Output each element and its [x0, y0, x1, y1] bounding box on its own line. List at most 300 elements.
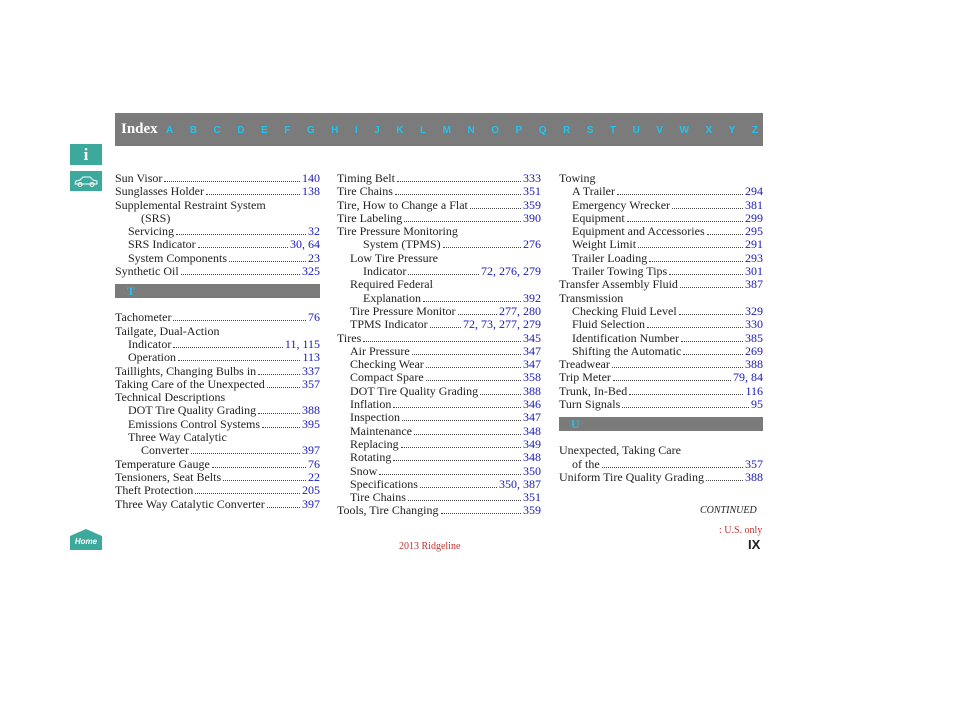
- dot-leader: [681, 341, 743, 342]
- index-entry[interactable]: [337, 398, 541, 411]
- index-entry[interactable]: [115, 311, 320, 324]
- letter-link-y[interactable]: Y: [728, 125, 736, 136]
- page-link[interactable]: 350: [523, 463, 541, 478]
- dot-leader: [198, 247, 288, 248]
- page-link[interactable]: 337: [302, 363, 320, 378]
- page-link[interactable]: 397: [302, 443, 320, 458]
- index-entry[interactable]: [337, 238, 541, 251]
- entry-label: Shifting the Automatic: [572, 343, 682, 358]
- index-entry[interactable]: [115, 365, 320, 378]
- index-entry[interactable]: [559, 385, 763, 398]
- letter-link-z[interactable]: Z: [751, 125, 758, 136]
- index-entry: [337, 225, 541, 238]
- entry-label: Required Federal: [350, 277, 433, 292]
- dot-leader: [267, 507, 300, 508]
- page-link[interactable]: 293: [745, 250, 763, 265]
- page-link[interactable]: 138: [302, 184, 320, 199]
- index-entry[interactable]: [337, 478, 541, 491]
- dot-leader: [430, 327, 461, 328]
- index-entry[interactable]: [337, 305, 541, 318]
- entry-label: Turn Signals: [559, 397, 621, 412]
- dot-leader: [672, 208, 743, 209]
- entry-label: Transfer Assembly Fluid: [559, 277, 678, 292]
- entry-label: Transmission: [559, 290, 624, 305]
- page-link[interactable]: 116: [745, 383, 763, 398]
- dot-leader: [173, 320, 306, 321]
- letter-link-v[interactable]: V: [656, 125, 663, 136]
- entry-label: Identification Number: [572, 330, 679, 345]
- letter-link-k[interactable]: K: [396, 125, 404, 136]
- index-entry: [115, 325, 320, 338]
- letter-link-l[interactable]: L: [419, 125, 427, 136]
- col1-top-list: [115, 172, 320, 278]
- section-header-u: U: [559, 417, 763, 431]
- entry-label: Taillights, Changing Bulbs in: [115, 363, 257, 378]
- page-link[interactable]: 72, 73, 277, 279: [463, 317, 541, 332]
- us-only-note: : U.S. only: [719, 525, 763, 536]
- page-link[interactable]: 76: [308, 456, 320, 471]
- page-link[interactable]: 291: [745, 237, 763, 252]
- page-link[interactable]: 79, 84: [733, 370, 763, 385]
- info-button[interactable]: [70, 144, 102, 165]
- page-link[interactable]: 330: [745, 317, 763, 332]
- dot-leader: [397, 181, 521, 182]
- entry-label: TPMS Indicator: [350, 317, 428, 332]
- index-entry: [115, 431, 320, 444]
- index-entry[interactable]: [115, 458, 320, 471]
- entry-label: A Trailer: [572, 184, 616, 199]
- entry-label: of the: [572, 456, 600, 471]
- dot-leader: [680, 287, 743, 288]
- dot-leader: [229, 261, 306, 262]
- dot-leader: [262, 427, 300, 428]
- index-column-3: [559, 172, 763, 484]
- letter-link-d[interactable]: D: [237, 125, 245, 136]
- index-entry: [115, 391, 320, 404]
- index-entry[interactable]: [559, 212, 763, 225]
- index-entry[interactable]: [115, 252, 320, 265]
- entry-label: DOT Tire Quality Grading: [128, 403, 257, 418]
- page-link[interactable]: 351: [523, 184, 541, 199]
- page-link[interactable]: 346: [523, 397, 541, 412]
- index-entry[interactable]: [337, 491, 541, 504]
- entry-label: Trip Meter: [559, 370, 611, 385]
- index-entry[interactable]: [559, 252, 763, 265]
- index-entry[interactable]: [115, 338, 320, 351]
- page-link[interactable]: 388: [745, 469, 763, 484]
- entry-label: Inspection: [350, 410, 400, 425]
- letter-link-t[interactable]: T: [609, 125, 617, 136]
- col1-bottom-list: [115, 311, 320, 510]
- dot-leader: [223, 480, 306, 481]
- home-label: Home: [74, 537, 98, 546]
- dot-leader: [191, 453, 300, 454]
- index-entry[interactable]: [115, 225, 320, 238]
- dot-leader: [363, 341, 521, 342]
- entry-label: Three Way Catalytic: [128, 430, 227, 445]
- index-entry[interactable]: [115, 471, 320, 484]
- entry-label: Checking Wear: [350, 357, 424, 372]
- index-entry[interactable]: [115, 185, 320, 198]
- page-link[interactable]: 299: [745, 210, 763, 225]
- dot-leader: [206, 194, 300, 195]
- letter-link-n[interactable]: N: [467, 125, 475, 136]
- page-link[interactable]: 347: [523, 410, 541, 425]
- index-entry[interactable]: [559, 345, 763, 358]
- page-link[interactable]: 385: [745, 330, 763, 345]
- page-link[interactable]: 269: [745, 343, 763, 358]
- page-link[interactable]: 325: [302, 264, 320, 279]
- index-entry: [337, 278, 541, 291]
- page-link[interactable]: 205: [302, 483, 320, 498]
- dot-leader: [258, 374, 300, 375]
- index-entry[interactable]: [337, 332, 541, 345]
- home-button[interactable]: [70, 529, 102, 550]
- page-link[interactable]: 140: [302, 171, 320, 185]
- page-link[interactable]: 277, 280: [499, 303, 541, 318]
- page-link[interactable]: 95: [751, 397, 763, 412]
- dot-leader: [401, 447, 521, 448]
- index-entry[interactable]: [337, 371, 541, 384]
- page-link[interactable]: 294: [745, 184, 763, 199]
- index-entry[interactable]: [115, 238, 320, 251]
- entry-label: Supplemental Restraint System: [115, 197, 266, 212]
- vehicle-button[interactable]: [70, 171, 102, 191]
- entry-label: Technical Descriptions: [115, 390, 226, 405]
- dot-leader: [420, 487, 497, 488]
- dot-leader: [622, 407, 749, 408]
- dot-leader: [393, 460, 521, 461]
- dot-leader: [426, 367, 521, 368]
- index-entry[interactable]: [559, 358, 763, 371]
- entry-label: DOT Tire Quality Grading: [350, 383, 479, 398]
- entry-label: Tire Pressure Monitoring: [337, 224, 458, 239]
- letter-link-i[interactable]: I: [354, 125, 358, 136]
- entry-label: Towing: [559, 171, 596, 185]
- index-entry[interactable]: [115, 418, 320, 431]
- dot-leader: [649, 261, 743, 262]
- index-entry[interactable]: [337, 199, 541, 212]
- index-entry: [559, 172, 763, 185]
- col3-bottom-list: [559, 444, 763, 484]
- index-entry: [559, 292, 763, 305]
- info-icon: i: [83, 144, 89, 164]
- dot-leader: [669, 274, 743, 275]
- dot-leader: [470, 208, 521, 209]
- page-link[interactable]: 392: [523, 290, 541, 305]
- page-link[interactable]: 359: [523, 503, 541, 518]
- index-entry[interactable]: [115, 351, 320, 364]
- entry-label: Theft Protection: [115, 483, 194, 498]
- dot-leader: [441, 513, 521, 514]
- dot-leader: [176, 234, 306, 235]
- index-entry[interactable]: [337, 438, 541, 451]
- index-entry[interactable]: [559, 225, 763, 238]
- entry-label: Converter: [141, 443, 189, 458]
- page-link[interactable]: 276: [523, 237, 541, 252]
- page-link[interactable]: 333: [523, 171, 541, 185]
- entry-label: Tachometer: [115, 310, 172, 325]
- page-link[interactable]: 397: [302, 496, 320, 511]
- page-link[interactable]: 395: [302, 416, 320, 431]
- dot-leader: [706, 480, 743, 481]
- index-entry[interactable]: [115, 265, 320, 278]
- page-link[interactable]: 388: [302, 403, 320, 418]
- dot-leader: [195, 493, 300, 494]
- entry-label: Tire Chains: [350, 490, 406, 505]
- index-entry[interactable]: [115, 404, 320, 417]
- dot-leader: [443, 247, 521, 248]
- entry-label: Air Pressure: [350, 343, 410, 358]
- entry-label: Unexpected, Taking Care: [559, 443, 681, 458]
- index-entry[interactable]: [337, 292, 541, 305]
- index-entry[interactable]: [559, 318, 763, 331]
- entry-label: Rotating: [350, 450, 392, 465]
- page-link[interactable]: 388: [523, 383, 541, 398]
- entry-label: Tire, How to Change a Flat: [337, 197, 468, 212]
- index-entry[interactable]: [559, 185, 763, 198]
- dot-leader: [602, 467, 743, 468]
- page-link[interactable]: 348: [523, 450, 541, 465]
- entry-label: Tailgate, Dual-Action: [115, 323, 220, 338]
- index-entry[interactable]: [337, 172, 541, 185]
- entry-label: Tire Chains: [337, 184, 393, 199]
- index-entry[interactable]: [337, 451, 541, 464]
- page-link[interactable]: 349: [523, 436, 541, 451]
- dot-leader: [395, 194, 521, 195]
- entry-label: Tire Labeling: [337, 210, 403, 225]
- index-entry[interactable]: [115, 484, 320, 497]
- page-link[interactable]: 347: [523, 343, 541, 358]
- dot-leader: [164, 181, 300, 182]
- entry-label: Maintenance: [350, 423, 412, 438]
- page-link[interactable]: 357: [745, 456, 763, 471]
- entry-label: Tires: [337, 330, 362, 345]
- entry-label: Tools, Tire Changing: [337, 503, 439, 518]
- dot-leader: [638, 247, 743, 248]
- page-link[interactable]: 30, 64: [290, 237, 320, 252]
- page-link[interactable]: 348: [523, 423, 541, 438]
- page-link[interactable]: 295: [745, 224, 763, 239]
- page-link[interactable]: 301: [745, 264, 763, 279]
- page-link[interactable]: 329: [745, 303, 763, 318]
- entry-label: Timing Belt: [337, 171, 395, 185]
- page-link[interactable]: 347: [523, 357, 541, 372]
- index-entry[interactable]: [337, 504, 541, 517]
- page-link[interactable]: 350, 387: [499, 476, 541, 491]
- dot-leader: [458, 314, 497, 315]
- dot-leader: [379, 474, 521, 475]
- entry-label: Emergency Wrecker: [572, 197, 671, 212]
- page-link[interactable]: 357: [302, 376, 320, 391]
- dot-leader: [393, 407, 521, 408]
- entry-label: SRS Indicator: [128, 237, 196, 252]
- page-link[interactable]: 72, 276, 279: [481, 264, 541, 279]
- letter-link-p[interactable]: P: [515, 125, 523, 136]
- dot-leader: [414, 434, 521, 435]
- index-entry[interactable]: [337, 265, 541, 278]
- entry-label: Trailer Towing Tips: [572, 264, 668, 279]
- page-link[interactable]: 113: [302, 350, 320, 365]
- col2-list: [337, 172, 541, 518]
- index-entry[interactable]: [337, 358, 541, 371]
- page-link[interactable]: 388: [745, 357, 763, 372]
- index-entry[interactable]: [559, 278, 763, 291]
- index-entry[interactable]: [337, 465, 541, 478]
- page-link[interactable]: 358: [523, 370, 541, 385]
- letter-link-s[interactable]: S: [586, 125, 594, 136]
- page-link[interactable]: 11, 115: [284, 336, 320, 351]
- letter-link-q[interactable]: Q: [538, 125, 547, 136]
- page-link[interactable]: 387: [745, 277, 763, 292]
- page-link[interactable]: 390: [523, 210, 541, 225]
- letter-link-a[interactable]: A: [166, 125, 174, 136]
- section-header-t: T: [115, 284, 320, 298]
- dot-leader: [707, 234, 743, 235]
- dot-leader: [480, 394, 521, 395]
- index-title: Index: [121, 121, 158, 137]
- dot-leader: [647, 327, 743, 328]
- index-entry[interactable]: [337, 385, 541, 398]
- dot-leader: [181, 274, 300, 275]
- index-entry[interactable]: [337, 345, 541, 358]
- entry-label: Treadwear: [559, 357, 610, 372]
- entry-label: Servicing: [128, 224, 174, 239]
- index-entry[interactable]: [559, 458, 763, 471]
- dot-leader: [412, 354, 521, 355]
- dot-leader: [423, 301, 521, 302]
- index-entry[interactable]: [115, 498, 320, 511]
- dot-leader: [408, 500, 521, 501]
- entry-label: Trunk, In-Bed: [559, 383, 628, 398]
- letter-link-b[interactable]: B: [189, 125, 197, 136]
- col3-top-list: [559, 172, 763, 411]
- entry-label: Explanation: [363, 290, 421, 305]
- entry-label: Compact Spare: [350, 370, 424, 385]
- index-entry[interactable]: [115, 378, 320, 391]
- dot-leader: [617, 194, 743, 195]
- index-entry[interactable]: [559, 199, 763, 212]
- index-entry[interactable]: [559, 238, 763, 251]
- letter-link-f[interactable]: F: [284, 125, 291, 136]
- index-entry[interactable]: [115, 444, 320, 457]
- entry-label: Uniform Tire Quality Grading: [559, 469, 704, 484]
- entry-label: Weight Limit: [572, 237, 637, 252]
- dot-leader: [408, 274, 479, 275]
- index-entry[interactable]: [337, 185, 541, 198]
- entry-label: Emissions Control Systems: [128, 416, 261, 431]
- dot-leader: [173, 347, 283, 348]
- dot-leader: [683, 354, 743, 355]
- entry-label: Indicator: [128, 336, 172, 351]
- entry-label: Inflation: [350, 397, 392, 412]
- entry-label: Fluid Selection: [572, 317, 645, 332]
- letter-link-e[interactable]: E: [261, 125, 268, 136]
- letter-link-o[interactable]: O: [491, 125, 499, 136]
- index-entry[interactable]: [337, 425, 541, 438]
- letter-link-u[interactable]: U: [632, 125, 640, 136]
- entry-label: Equipment and Accessories: [572, 224, 705, 239]
- dot-leader: [267, 387, 300, 388]
- letter-link-w[interactable]: W: [679, 125, 689, 136]
- letter-link-m[interactable]: M: [442, 125, 451, 136]
- index-entry: [115, 212, 320, 225]
- page-link[interactable]: 359: [523, 197, 541, 212]
- entry-label: Checking Fluid Level: [572, 303, 677, 318]
- index-entry: [559, 444, 763, 457]
- dot-leader: [629, 394, 743, 395]
- page-link[interactable]: 22: [308, 469, 320, 484]
- page-link[interactable]: 351: [523, 490, 541, 505]
- entry-label: Sunglasses Holder: [115, 184, 204, 199]
- entry-label: Sun Visor: [115, 171, 163, 185]
- dot-leader: [627, 221, 743, 222]
- dot-leader: [402, 420, 521, 421]
- index-header-bar: [115, 113, 763, 146]
- entry-label: Snow: [350, 463, 378, 478]
- index-entry[interactable]: [559, 305, 763, 318]
- letter-link-r[interactable]: R: [563, 125, 571, 136]
- page-link[interactable]: 381: [745, 197, 763, 212]
- index-entry[interactable]: [337, 411, 541, 424]
- letter-link-c[interactable]: C: [213, 125, 221, 136]
- entry-label: (SRS): [141, 210, 171, 225]
- entry-label: Tensioners, Seat Belts: [115, 469, 222, 484]
- dot-leader: [212, 467, 306, 468]
- letter-link-x[interactable]: X: [705, 125, 713, 136]
- index-entry[interactable]: [559, 265, 763, 278]
- dot-leader: [258, 413, 300, 414]
- dot-leader: [178, 360, 300, 361]
- dot-leader: [612, 367, 743, 368]
- alphabet-nav: [166, 125, 758, 136]
- dot-leader: [679, 314, 743, 315]
- dot-leader: [426, 380, 521, 381]
- index-entry: [115, 199, 320, 212]
- entry-label: System Components: [128, 250, 228, 265]
- index-entry[interactable]: [559, 471, 763, 484]
- page-link[interactable]: 76: [308, 310, 320, 325]
- entry-label: Three Way Catalytic Converter: [115, 496, 265, 511]
- letter-link-j[interactable]: J: [374, 125, 380, 136]
- index-entry[interactable]: [559, 332, 763, 345]
- entry-label: Equipment: [572, 210, 625, 225]
- entry-label: Tire Pressure Monitor: [350, 303, 456, 318]
- index-column-1: [115, 172, 320, 511]
- letter-link-h[interactable]: H: [331, 125, 339, 136]
- page-link[interactable]: 23: [308, 250, 320, 265]
- index-entry[interactable]: [337, 318, 541, 331]
- page-link[interactable]: 32: [308, 224, 320, 239]
- entry-label: Replacing: [350, 436, 399, 451]
- index-entry[interactable]: [115, 172, 320, 185]
- index-column-2: [337, 172, 541, 518]
- entry-label: Trailer Loading: [572, 250, 648, 265]
- index-entry[interactable]: [559, 398, 763, 411]
- dot-leader: [404, 221, 521, 222]
- entry-label: Taking Care of the Unexpected: [115, 376, 265, 391]
- index-entry[interactable]: [559, 371, 763, 384]
- entry-label: Low Tire Pressure: [350, 250, 439, 265]
- index-entry[interactable]: [337, 212, 541, 225]
- page-link[interactable]: 345: [523, 330, 541, 345]
- index-entry: [337, 252, 541, 265]
- entry-label: Temperature Gauge: [115, 456, 210, 471]
- letter-link-g[interactable]: G: [306, 125, 315, 136]
- entry-label: System (TPMS): [363, 237, 441, 252]
- entry-label: Synthetic Oil: [115, 264, 179, 279]
- car-icon: [73, 174, 99, 188]
